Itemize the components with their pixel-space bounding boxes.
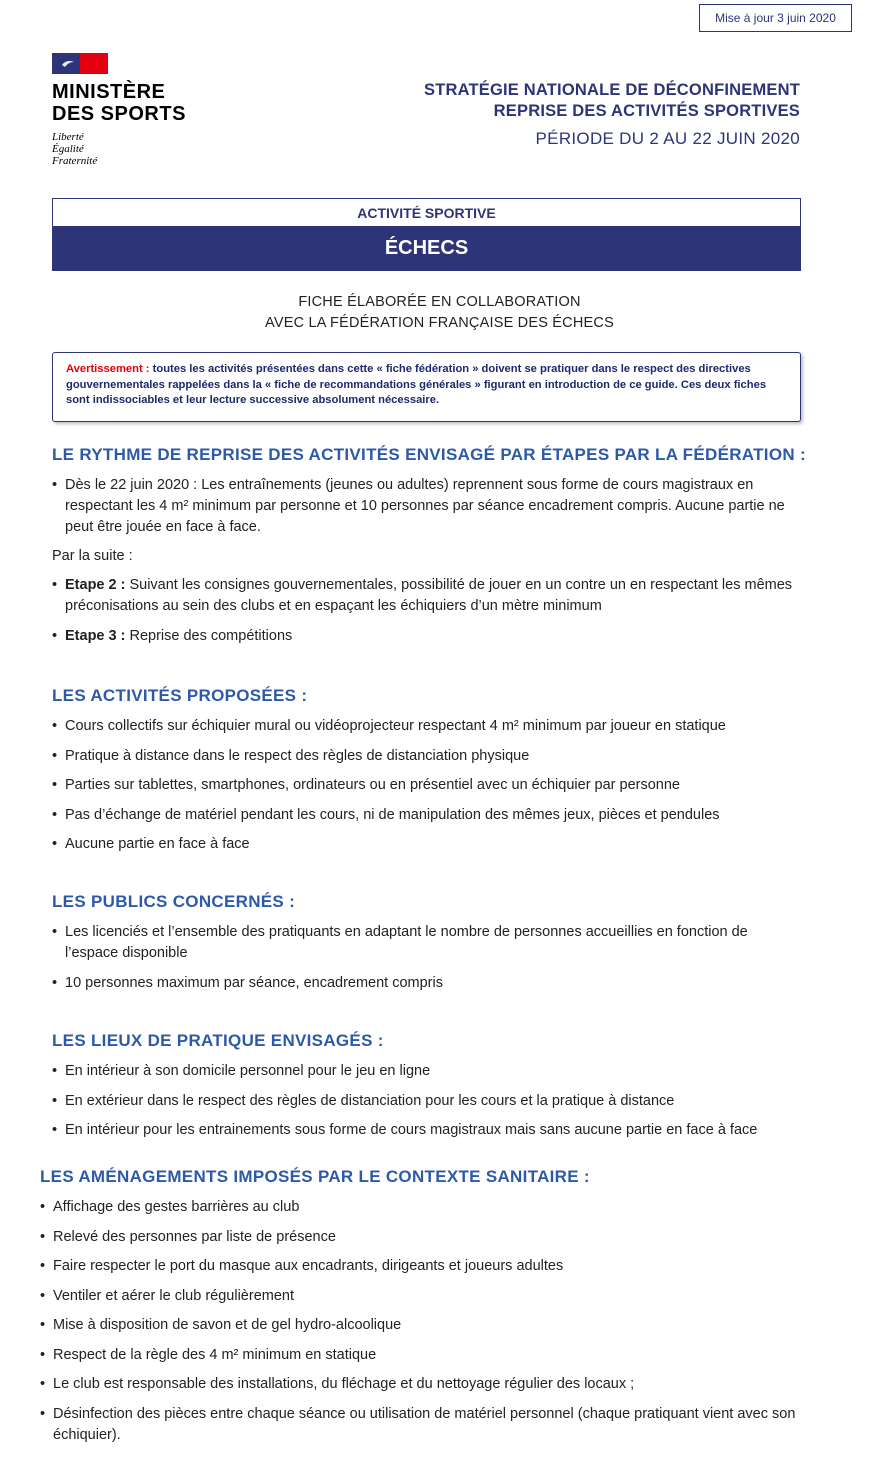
activity-box xyxy=(52,198,801,271)
section-amenagements xyxy=(40,1166,800,1446)
section-title-activites: LES ACTIVITÉS PROPOSÉES : xyxy=(52,686,308,705)
list-item: • Ventiler et aérer le club régulièrement xyxy=(40,1286,800,1307)
warning-text: toutes les activités présentées dans cette « fiche fédération » doivent se pratiquer dans le respect des directives gouvernementales rappelées dans la « fiche de recommandations générales » figurant en introduction de ce guide. Ces deux fiches sont indissociables et leur lecture successive absolument nécessaire. xyxy=(66,363,767,406)
section-publics xyxy=(52,891,812,994)
list-item: • Pas d’échange de matériel pendant les cours, ni de manipulation des mêmes jeux, pièces et pendules xyxy=(52,805,812,826)
list-item: • Respect de la règle des 4 m² minimum en statique xyxy=(40,1345,800,1366)
list-item: • Dès le 22 juin 2020 : Les entraînements (jeunes ou adultes) reprennent sous forme de cours magistraux en respectant les 4 m² minimum par personne et 10 personnes par séance encadrement compris. Aucune partie ne peut être jouée en face à face. xyxy=(52,475,802,538)
header-title-1: STRATÉGIE NATIONALE DE DÉCONFINEMENT xyxy=(423,81,800,99)
list-item: • 10 personnes maximum par séance, encadrement compris xyxy=(52,973,802,994)
collab-line-1: FICHE ÉLABORÉE EN COLLABORATION xyxy=(298,294,581,310)
list-item: • Relevé des personnes par liste de présence xyxy=(40,1227,800,1248)
warning-title: Avertissement : xyxy=(66,363,150,375)
section-title-publics: LES PUBLICS CONCERNÉS : xyxy=(52,892,296,911)
par-la-suite: Par la suite : xyxy=(52,548,133,564)
etape-3-text: Reprise des compétitions xyxy=(125,628,293,644)
list-item-etape-3 xyxy=(52,626,802,647)
republic-flag-icon xyxy=(52,53,108,74)
list-item: • En intérieur à son domicile personnel pour le jeu en ligne xyxy=(52,1061,812,1082)
list-item: • En intérieur pour les entrainements sous forme de cours magistraux mais sans aucune partie en face à face xyxy=(52,1120,812,1141)
document-header xyxy=(424,80,800,149)
list-item: • Parties sur tablettes, smartphones, ordinateurs ou en présentiel avec un échiquier par personne xyxy=(52,775,812,796)
list-item: • Pratique à distance dans le respect des règles de distanciation physique xyxy=(52,746,812,767)
header-period: PÉRIODE DU 2 AU 22 JUIN 2020 xyxy=(535,129,800,148)
collaboration-note xyxy=(0,292,879,334)
warning-box xyxy=(52,352,801,422)
header-title-2: REPRISE DES ACTIVITÉS SPORTIVES xyxy=(493,102,800,120)
list-item: • Les licenciés et l’ensemble des pratiquants en adaptant le nombre de personnes accueillies en fonction de l’espace disponible xyxy=(52,922,802,964)
collab-line-2: AVEC LA FÉDÉRATION FRANÇAISE DES ÉCHECS xyxy=(265,315,614,331)
list-item: • Désinfection des pièces entre chaque séance ou utilisation de matériel personnel (chaque pratiquant vient avec son échiquier). xyxy=(40,1404,800,1446)
list-item: • Cours collectifs sur échiquier mural ou vidéoprojecteur respectant 4 m² minimum par joueur en statique xyxy=(52,716,812,737)
ministry-name xyxy=(52,81,186,125)
activity-label: ACTIVITÉ SPORTIVE xyxy=(52,198,801,227)
section-title-lieux: LES LIEUX DE PRATIQUE ENVISAGÉS : xyxy=(52,1031,384,1050)
activity-name: ÉCHECS xyxy=(52,227,801,271)
list-item: • Aucune partie en face à face xyxy=(52,834,812,855)
section-rythme xyxy=(52,444,812,647)
etape-3-label: Etape 3 : xyxy=(65,628,126,644)
ministry-line-2: DES SPORTS xyxy=(52,103,186,125)
list-item: • En extérieur dans le respect des règles de distanciation pour les cours et la pratique à distance xyxy=(52,1091,812,1112)
list-item: • Faire respecter le port du masque aux encadrants, dirigeants et joueurs adultes xyxy=(40,1256,800,1277)
ministry-line-1: MINISTÈRE xyxy=(52,81,166,103)
ministry-logo xyxy=(52,53,186,167)
list-item: • Le club est responsable des installations, du fléchage et du nettoyage régulier des locaux ; xyxy=(40,1374,800,1395)
motto-liberte: Liberté xyxy=(52,131,84,143)
section-activites xyxy=(52,685,812,855)
republic-motto xyxy=(52,131,186,167)
etape-2-text: Suivant les consignes gouvernementales, possibilité de jouer en un contre un en respectant les mêmes préconisations au sein des clubs et en espaçant les échiquiers d’un mètre minimum xyxy=(65,577,793,614)
list-item-etape-2 xyxy=(52,575,802,617)
section-title-amenagements: LES AMÉNAGEMENTS IMPOSÉS PAR LE CONTEXTE SANITAIRE : xyxy=(40,1167,590,1186)
motto-egalite: Égalité xyxy=(52,143,84,155)
motto-fraternite: Fraternité xyxy=(52,155,98,167)
etape-2-label: Etape 2 : xyxy=(65,577,126,593)
section-title-rythme: LE RYTHME DE REPRISE DES ACTIVITÉS ENVISAGÉ PAR ÉTAPES PAR LA FÉDÉRATION : xyxy=(52,445,806,464)
list-item: • Mise à disposition de savon et de gel hydro-alcoolique xyxy=(40,1315,800,1336)
update-date-badge: Mise à jour 3 juin 2020 xyxy=(699,4,852,32)
section-lieux xyxy=(52,1030,812,1141)
list-item: • Affichage des gestes barrières au club xyxy=(40,1197,800,1218)
